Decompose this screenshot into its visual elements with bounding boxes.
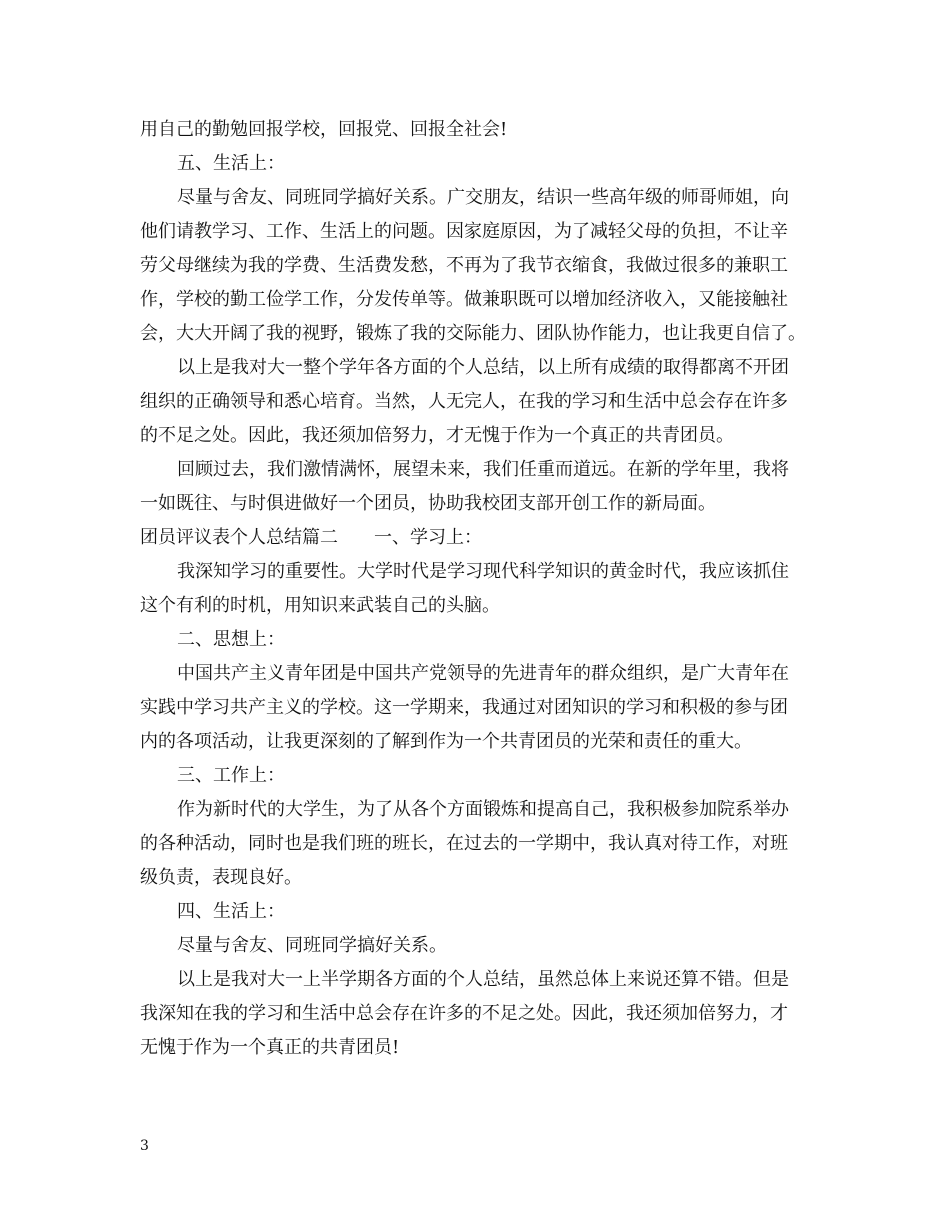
text-line: 我深知学习的重要性。大学时代是学习现代科学知识的黄金时代，我应该抓住 xyxy=(177,561,789,582)
text-line: 内的各项活动，让我更深刻的了解到作为一个共青团员的光荣和责任的重大。 xyxy=(140,731,752,752)
text-line: 级负责，表现良好。 xyxy=(140,867,302,888)
text-line: 这个有利的时机，用知识来武装自己的头脑。 xyxy=(140,595,500,616)
text-line: 二、思想上： xyxy=(177,629,285,650)
section-heading xyxy=(140,521,830,555)
text-line: 作为新时代的大学生，为了从各个方面锻炼和提高自己，我积极参加院系举办 xyxy=(177,799,789,820)
paragraphs-part-two xyxy=(140,555,830,1065)
section-first-item: 一、学习上： xyxy=(374,527,482,548)
text-line: 以上是我对大一整个学年各方面的个人总结，以上所有成绩的取得都离不开团 xyxy=(177,357,789,378)
text-line: 无愧于作为一个真正的共青团员! xyxy=(140,1037,400,1058)
text-line: 尽量与舍友、同班同学搞好关系。广交朋友，结识一些高年级的师哥师姐，向 xyxy=(177,187,789,208)
text-line: 四、生活上： xyxy=(177,901,285,922)
text-line: 的不足之处。因此，我还须加倍努力，才无愧于作为一个真正的共青团员。 xyxy=(140,425,734,446)
text-line: 以上是我对大一上半学期各方面的个人总结，虽然总体上来说还算不错。但是 xyxy=(177,969,789,990)
text-line: 我深知在我的学习和生活中总会存在许多的不足之处。因此，我还须加倍努力，才 xyxy=(140,1003,788,1024)
text-line: 会，大大开阔了我的视野，锻炼了我的交际能力、团队协作能力，也让我更自信了。 xyxy=(140,323,806,344)
text-line: 五、生活上： xyxy=(177,153,285,174)
text-line: 劳父母继续为我的学费、生活费发愁，不再为了我节衣缩食，我做过很多的兼职工 xyxy=(140,255,788,276)
text-line: 他们请教学习、工作、生活上的问题。因家庭原因，为了减轻父母的负担，不让辛 xyxy=(140,221,788,242)
section-title: 团员评议表个人总结篇二 xyxy=(140,527,338,548)
text-line: 的各种活动，同时也是我们班的班长，在过去的一学期中，我认真对待工作，对班 xyxy=(140,833,788,854)
text-line: 组织的正确领导和悉心培育。当然，人无完人，在我的学习和生活中总会存在许多 xyxy=(140,391,788,412)
document-body xyxy=(140,113,830,1065)
text-line: 用自己的勤勉回报学校，回报党、回报全社会! xyxy=(140,119,508,140)
text-line: 一如既往、与时俱进做好一个团员，协助我校团支部开创工作的新局面。 xyxy=(140,493,716,514)
text-line: 尽量与舍友、同班同学搞好关系。 xyxy=(177,935,447,956)
page-number: 3 xyxy=(140,1138,149,1154)
text-line: 回顾过去，我们激情满怀，展望未来，我们任重而道远。在新的学年里，我将 xyxy=(177,459,789,480)
text-line: 实践中学习共产主义的学校。这一学期来，我通过对团知识的学习和积极的参与团 xyxy=(140,697,788,718)
text-line: 作，学校的勤工俭学工作，分发传单等。做兼职既可以增加经济收入，又能接触社 xyxy=(140,289,788,310)
text-line: 三、工作上： xyxy=(177,765,285,786)
text-line: 中国共产主义青年团是中国共产党领导的先进青年的群众组织，是广大青年在 xyxy=(177,663,789,684)
paragraphs-part-one xyxy=(140,113,830,521)
